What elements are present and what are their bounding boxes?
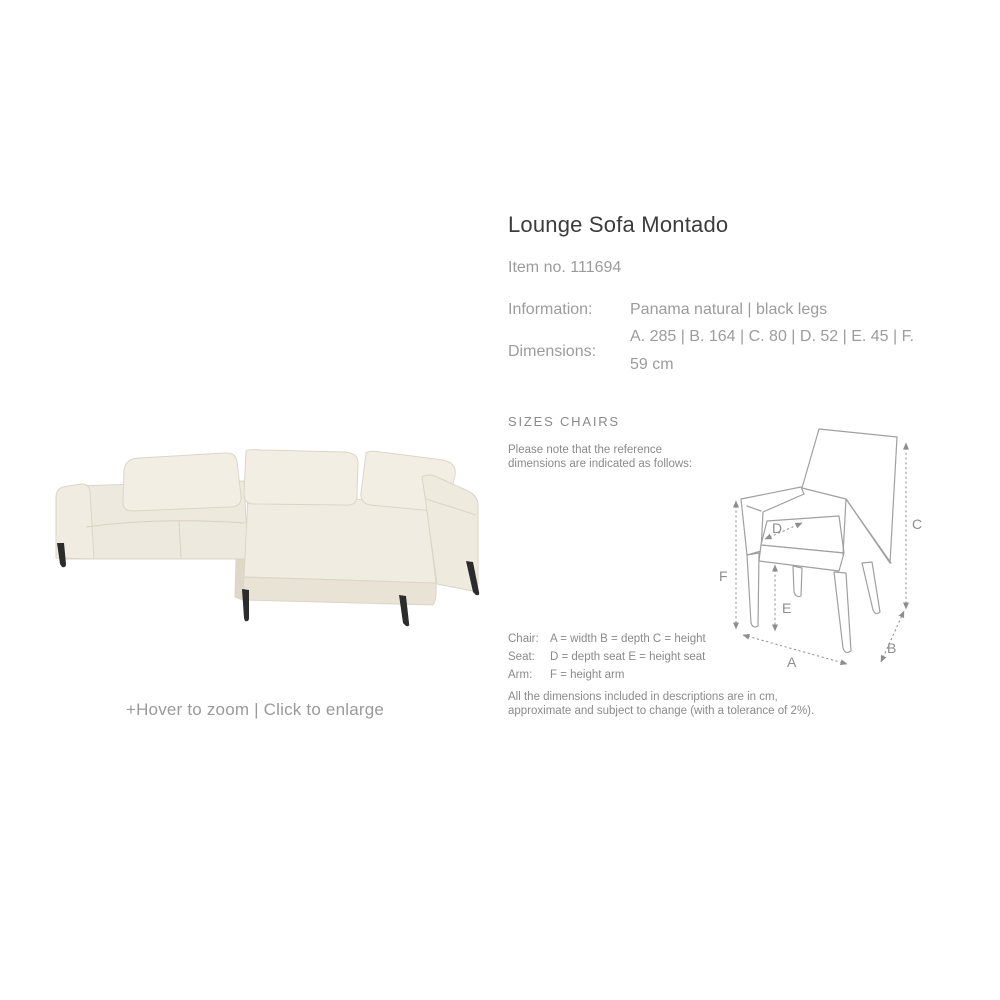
dimension-legend	[508, 630, 706, 684]
dim-label-depth: B	[887, 640, 897, 656]
spec-value-information: Panama natural | black legs	[630, 301, 828, 318]
spec-label-information: Information:	[508, 301, 593, 318]
dim-label-seat-depth: D	[772, 520, 783, 536]
dim-label-arm-height: F	[719, 568, 728, 584]
sizes-heading: SIZES CHAIRS	[508, 414, 620, 429]
chair-wireframe	[741, 429, 897, 652]
item-number: Item no. 111694	[508, 259, 622, 276]
chair-dimension-diagram	[703, 413, 933, 683]
legend-label-arm: Arm:	[508, 669, 533, 681]
page-title: Lounge Sofa Montado	[508, 212, 729, 237]
legend-label-chair: Chair:	[508, 633, 539, 645]
legend-row-seat	[508, 648, 706, 666]
spec-table	[508, 296, 953, 379]
legend-def-arm: F = height arm	[550, 669, 625, 681]
spec-row-information	[508, 296, 953, 323]
dim-label-seat-height: E	[782, 600, 792, 616]
spec-row-dimensions	[508, 323, 953, 379]
dim-label-width: A	[787, 654, 797, 670]
spec-label-dimensions: Dimensions:	[508, 342, 597, 360]
product-image[interactable]	[30, 437, 480, 652]
dimensions-disclaimer: All the dimensions included in descriptions are in cm, approximate and subject to change (with a tolerance of 2%).	[508, 691, 815, 717]
legend-label-seat: Seat:	[508, 651, 535, 663]
dim-label-height: C	[912, 516, 923, 532]
sofa-illustration	[30, 437, 480, 652]
legend-row-arm	[508, 666, 706, 684]
sizes-note: Please note that the reference dimensions are indicated as follows:	[508, 444, 693, 470]
legend-def-seat: D = depth seat E = height seat	[550, 651, 706, 663]
legend-def-chair: A = width B = depth C = height	[550, 633, 706, 645]
zoom-caption: +Hover to zoom | Click to enlarge	[125, 700, 385, 719]
spec-value-dimensions: A. 285 | B. 164 | C. 80 | D. 52 | E. 45 | F. 59 cm	[630, 328, 915, 373]
legend-row-chair	[508, 630, 706, 648]
